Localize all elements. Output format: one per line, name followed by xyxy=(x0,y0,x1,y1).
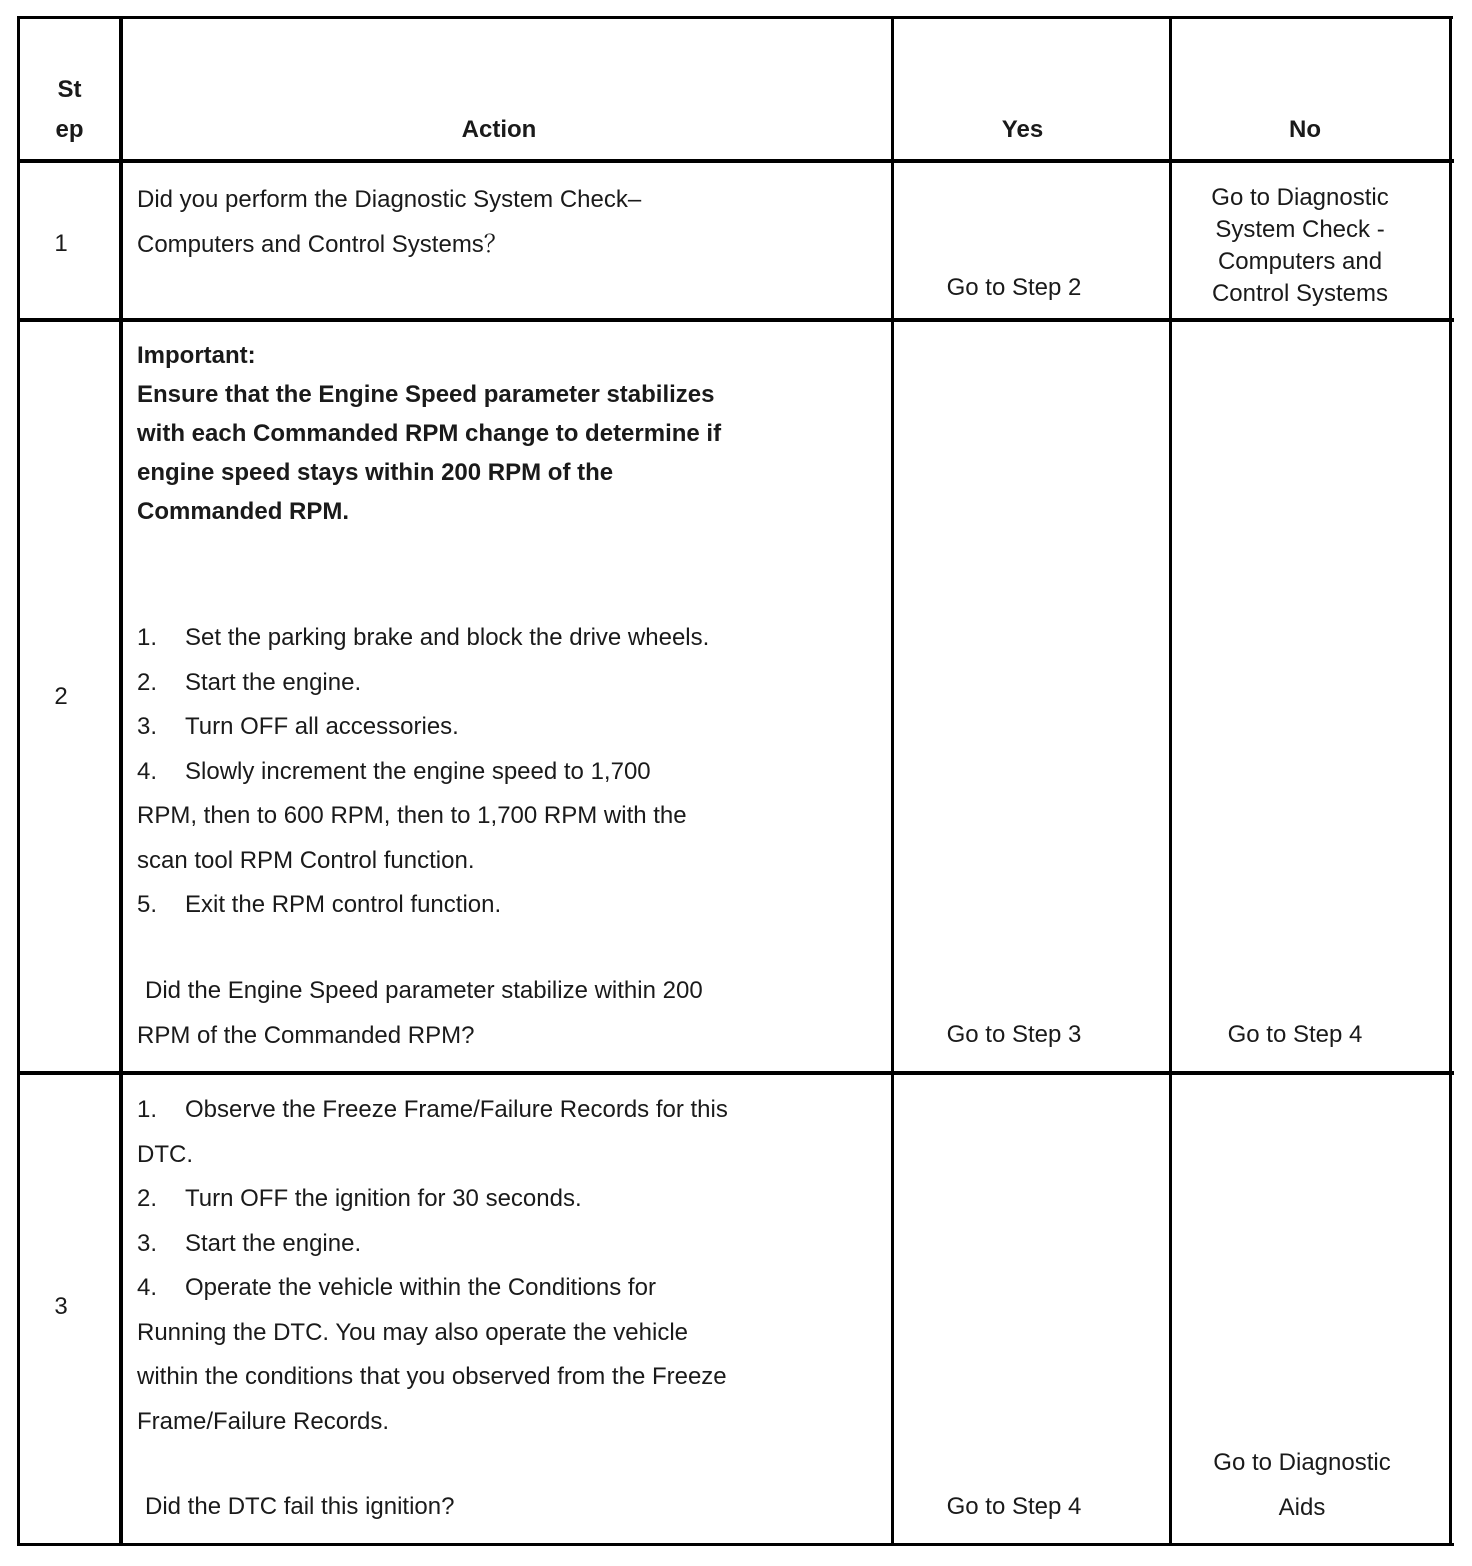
list-item: 4. Slowly increment the engine speed to 1,700 xyxy=(137,757,651,785)
header-action: Action xyxy=(461,116,537,143)
step-number: 2 xyxy=(54,683,68,710)
header-yes: Yes xyxy=(1001,116,1044,143)
table-border-right xyxy=(1449,16,1452,1546)
no-result: Go to Step 4 xyxy=(1227,1021,1363,1048)
action-text: Did you perform the Diagnostic System Check– Computers and Control Systems？ xyxy=(137,186,642,258)
table-border-bottom xyxy=(17,1543,1454,1546)
table-border-header xyxy=(17,159,1454,163)
list-item: 3. Start the engine. xyxy=(137,1229,362,1257)
list-item: 5. Exit the RPM control function. xyxy=(137,891,502,918)
no-result: Go to Diagnostic System Check - Computers and Control Systems xyxy=(1211,184,1389,307)
list-item: 2. Start the engine. xyxy=(137,668,362,696)
table-border-top xyxy=(17,16,1453,19)
list-item: 1. Set the parking brake and block the drive wheels. xyxy=(137,624,710,651)
table-col-divider-step xyxy=(119,16,123,1546)
table-col-divider-action xyxy=(891,16,894,1546)
no-result: Go to Diagnostic Aids xyxy=(1213,1449,1391,1521)
question-text: Did the Engine Speed parameter stabilize within 200 RPM of the Commanded RPM? xyxy=(137,977,703,1049)
list-item: 1. Observe the Freeze Frame/Failure Records for this xyxy=(137,1096,728,1123)
yes-result: Go to Step 2 xyxy=(946,274,1082,301)
list-item: 3. Turn OFF all accessories. xyxy=(137,713,459,740)
important-note: Important: Ensure that the Engine Speed parameter stabilizes with each Commanded RPM change to determine if engine speed stays within 200 RPM of the Commanded RPM. xyxy=(137,342,722,525)
table-border-row2 xyxy=(17,1071,1454,1075)
step-number: 1 xyxy=(54,230,68,257)
question-text: Did the DTC fail this ignition? xyxy=(145,1493,455,1520)
list-item: 4. Operate the vehicle within the Conditions for xyxy=(137,1274,656,1301)
header-step: St ep xyxy=(55,76,84,143)
header-no: No xyxy=(1289,116,1321,143)
procedure-list: 1. Set the parking brake and block the drive wheels. 2. Start the engine. 3. Turn OFF all accessories. 4. Slowly increment the engine speed to 1,700 RPM, then to 600 RPM, then to 1,700 RPM with the scan tool RPM Control function. 5. Exit the RPM control function. xyxy=(137,616,709,928)
table-border-row1 xyxy=(17,318,1454,322)
yes-result: Go to Step 4 xyxy=(946,1493,1082,1520)
yes-result: Go to Step 3 xyxy=(946,1021,1082,1048)
step-number: 3 xyxy=(54,1293,68,1320)
procedure-list: 1. Observe the Freeze Frame/Failure Records for this DTC. 2. Turn OFF the ignition for 30 seconds. 3. Start the engine. 4. Operate the vehicle within the Conditions for Running the DTC. You may also operate the vehicle within the conditions that you observed from the Freeze Frame/Failure Records. xyxy=(137,1088,728,1444)
list-item: 2. Turn OFF the ignition for 30 seconds. xyxy=(137,1185,582,1212)
